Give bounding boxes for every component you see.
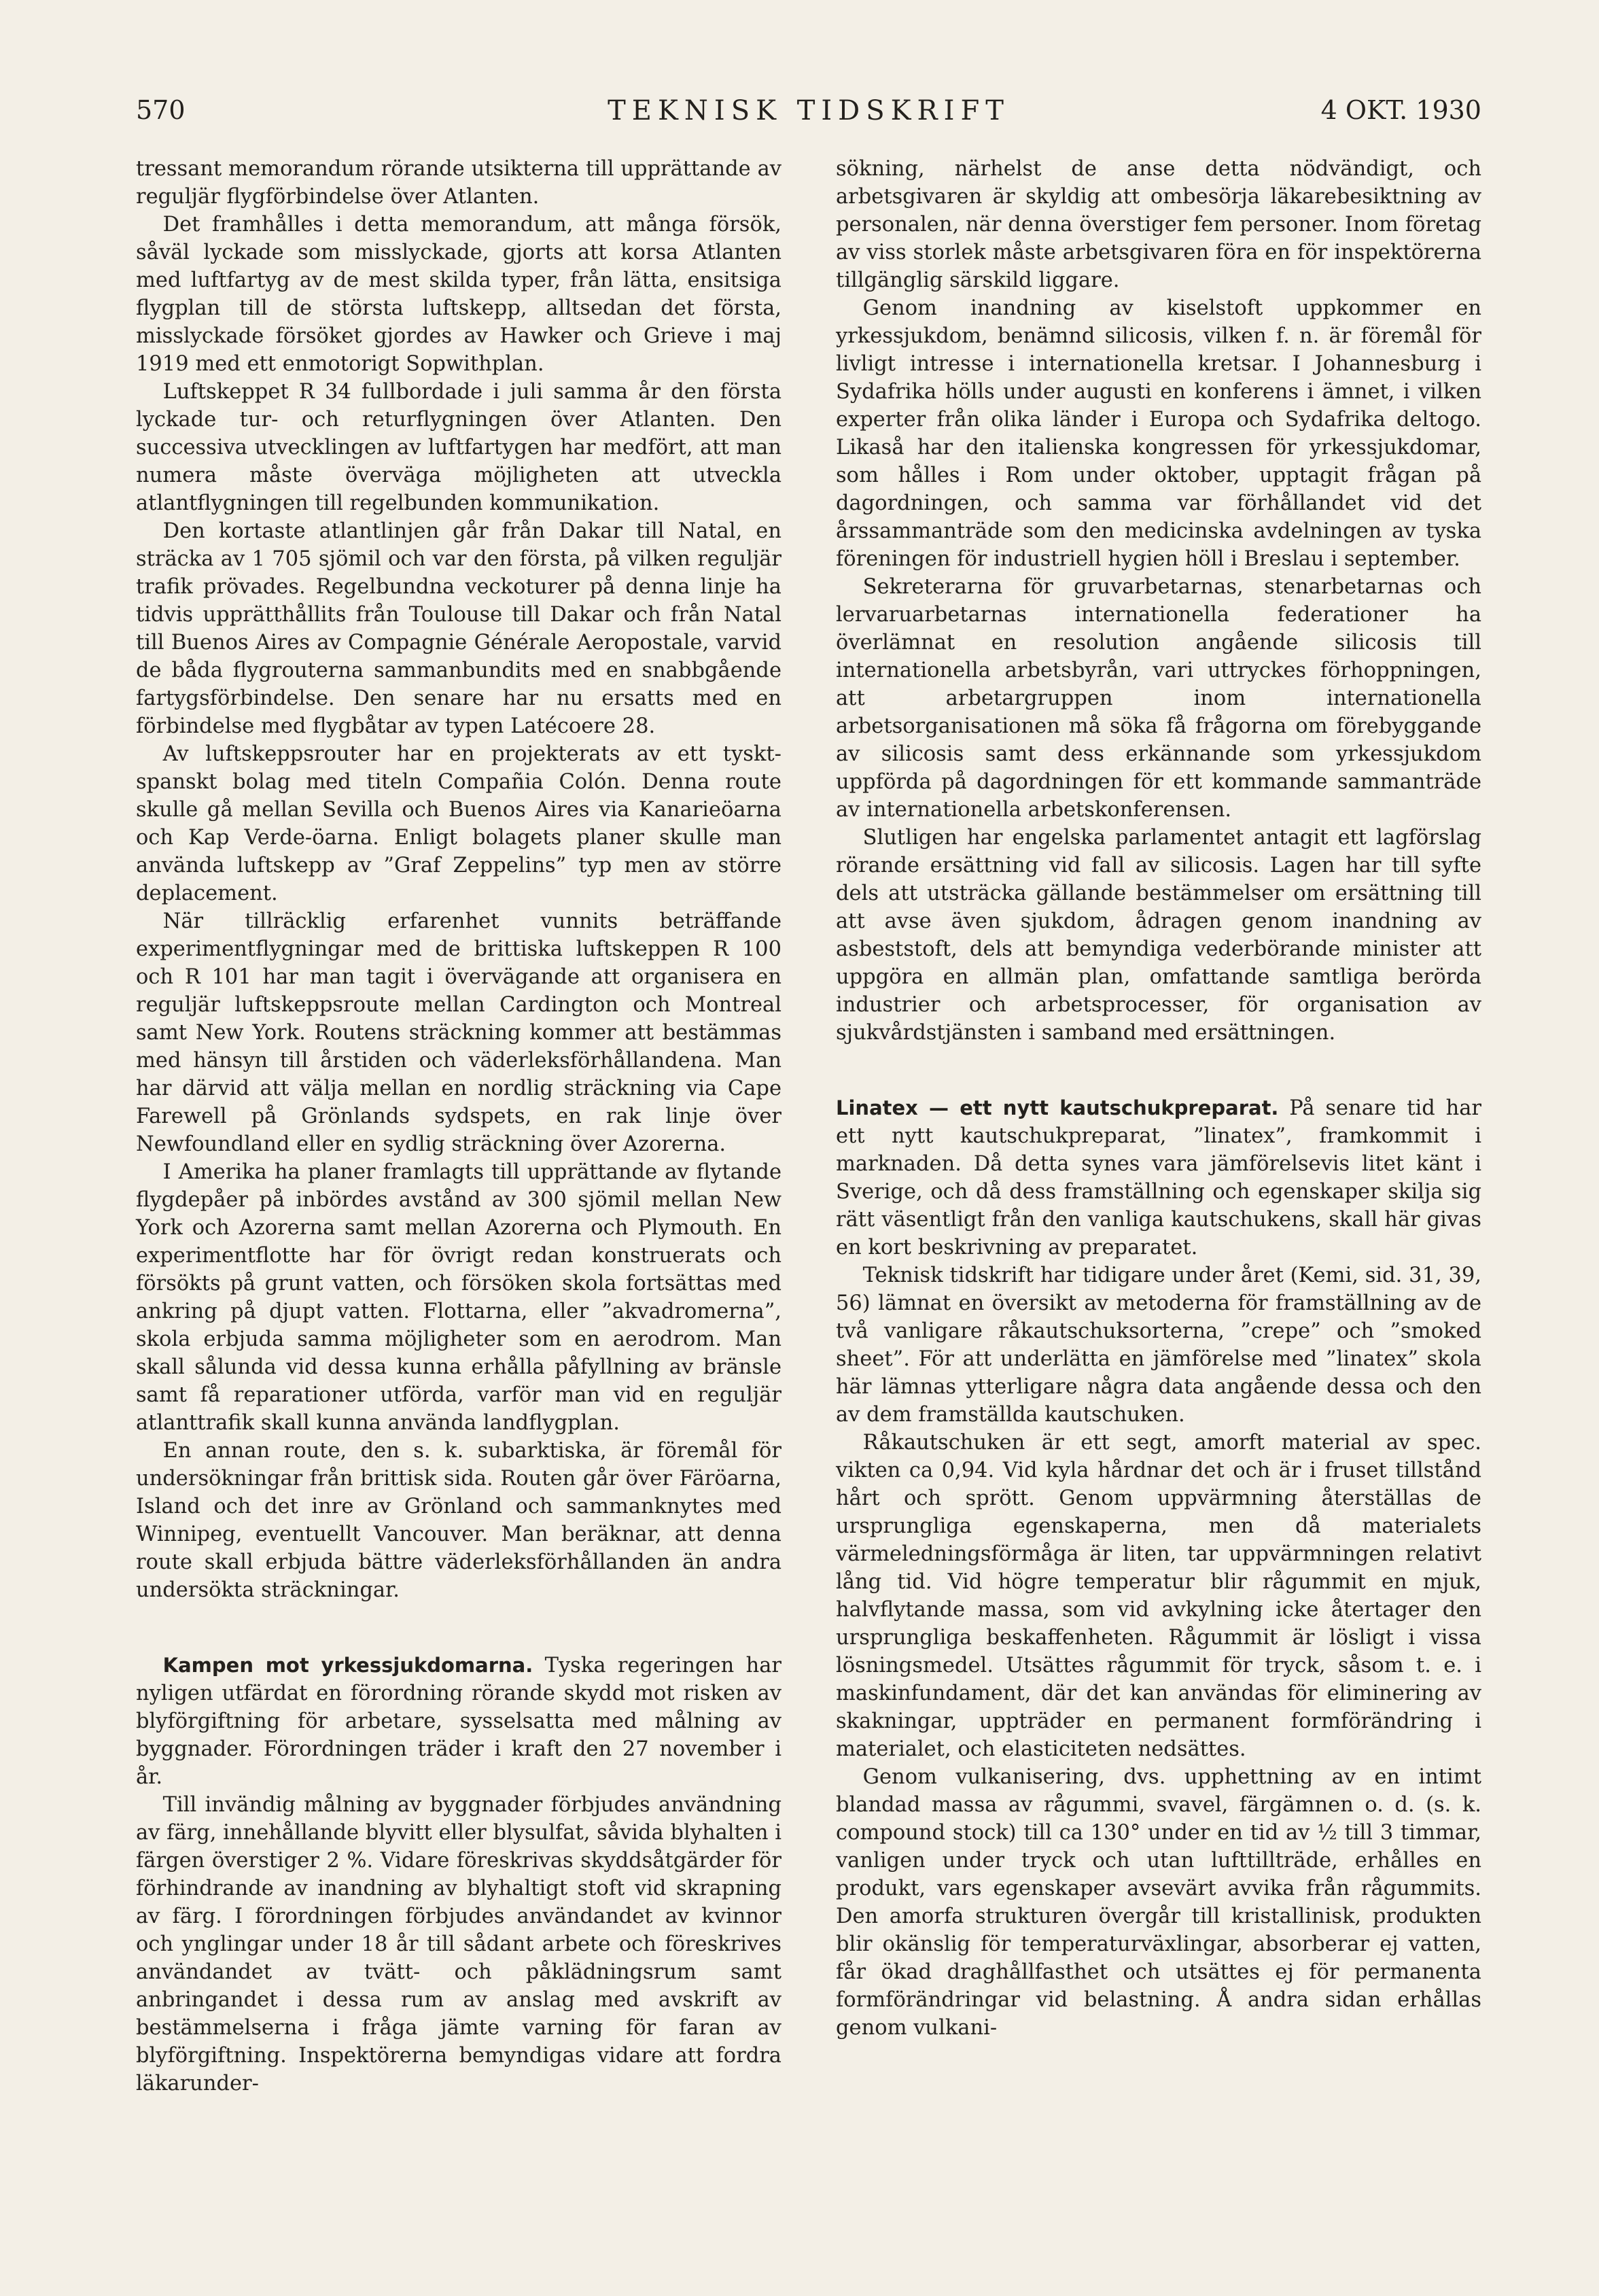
paragraph: När tillräcklig erfarenhet vunnits beträffande experimentflygningar med de brittiska luftskeppen R 100 och R 101 har man tagit i övervägande att organisera en reguljär luftskeppsroute mellan Cardington och Montreal samt New York. Routens sträckning kommer att bestämmas med hänsyn till årstiden och väderleksförhållandena. Man har därvid att välja mellan en nordlig sträckning via Cape Farewell på Grönlands sydspets, en rak linje över Newfoundland eller en sydlig sträckning över Azorerna. — [136, 909, 781, 1156]
page-header — [136, 95, 1481, 136]
paragraph: Till invändig målning av byggnader förbjudes användning av färg, innehållande blyvitt eller blysulfat, såvida blyhalten i färgen överstiger 2 %. Vidare föreskrivas skyddsåtgärder för förhindrande av inandning av blyhaltigt stoft vid skrapning av färg. I förordningen förbjudes användandet av kvinnor och ynglingar under 18 år till sådant arbete och föreskrives användandet av tvätt- och påklädningsrum samt anbringandet i dessa rum av anslag med avskrift av bestämmelserna i fråga jämte varning för faran av blyförgiftning. Inspektörerna bemyndigas vidare att fordra läkarunder- — [136, 1793, 781, 2095]
right-column — [836, 155, 1481, 2042]
paragraph: Den kortaste atlantlinjen går från Dakar till Natal, en sträcka av 1 705 sjömil och var den första, på vilken reguljär trafik prövades. Regelbundna veckoturer på denna linje ha tidvis upprätthållits från Toulouse till Dakar och från Natal till Buenos Aires av Compagnie Générale Aeropostale, varvid de båda flygrouterna sammanbundits med en snabbgående fartygsförbindelse. Den senare har nu ersatts med en förbindelse med flygbåtar av typen Latécoere 28. — [136, 519, 781, 738]
paragraph: I Amerika ha planer framlagts till upprättande av flytande flygdepåer på inbördes avstånd av 300 sjömil mellan New York och Azorerna samt mellan Azorerna och Plymouth. En experimentflotte har för övrigt redan konstruerats och försökts på grunt vatten, och försöken skola fortsättas med ankring på djupt vatten. Flottarna, eller ”akvadromerna”, skola erbjuda samma möjligheter som en aerodrom. Man skall sålunda vid dessa kunna erhålla påfyllning av bränsle samt få reparationer utförda, varför man vid en reguljär atlanttrafik skall kunna använda landflygplan. — [136, 1160, 781, 1435]
article-kampen — [136, 1652, 781, 1791]
journal-title: TEKNISK TIDSKRIFT — [608, 95, 1010, 126]
article-linatex — [836, 1094, 1481, 1262]
left-column — [136, 155, 781, 2098]
section-heading-kampen: Kampen mot yrkessjukdomarna. — [162, 1654, 533, 1677]
section-gap — [836, 1047, 1481, 1094]
paragraph-text: Tyska regeringen har nyligen utfärdat en förordning rörande skydd mot risken av blyförgiftning för arbetare, sysselsatta med målning av byggnader. Förordningen träder i kraft den 27 november i år. — [136, 1654, 781, 1789]
paragraph: Av luftskeppsrouter har en projekterats av ett tyskt-spanskt bolag med titeln Compañia Colón. Denna route skulle gå mellan Sevilla och Buenos Aires via Kanarieöarna och Kap Verde-öarna. Enligt bolagets planer skulle man använda luftskepp av ”Graf Zeppelins” typ men av större deplacement. — [136, 742, 781, 905]
paragraph: tressant memorandum rörande utsikterna till upprättande av reguljär flygförbindelse över Atlanten. — [136, 157, 781, 209]
section-gap — [136, 1604, 781, 1652]
paragraph: Genom vulkanisering, dvs. upphettning av en intimt blandad massa av rågummi, svavel, färgämnen o. d. (s. k. compound stock) till ca 130° under en tid av ½ till 3 timmar, vanligen under tryck och utan lufttillträde, erhålles en produkt, vars egenskaper avsevärt avvika från rågummits. Den amorfa strukturen övergår till kristallinisk, produkten blir okänslig för temperaturväxlingar, absorberar ej vatten, får ökad draghållfasthet och utsättes ej för permanenta formförändringar vid belastning. Å andra sidan erhållas genom vulkani- — [836, 1765, 1481, 2040]
section-heading-linatex: Linatex — ett nytt kautschukpreparat. — [836, 1096, 1279, 1119]
paragraph: sökning, närhelst de anse detta nödvändigt, och arbetsgivaren är skyldig att ombesörja läkarebesiktning av personalen, när denna överstiger fem personer. Inom företag av viss storlek måste arbetsgivaren föra en för inspektörerna tillgänglig särskild liggare. — [836, 157, 1481, 292]
paragraph: Teknisk tidskrift har tidigare under året (Kemi, sid. 31, 39, 56) lämnat en översikt av metoderna för framställning av de två vanligare råkautschuksorterna, ”crepe” och ”smoked sheet”. För att underlätta en jämförelse med ”linatex” skola här lämnas ytterligare några data angående dessa och den av dem framställda kautschuken. — [836, 1264, 1481, 1427]
paragraph: Råkautschuken är ett segt, amorft material av spec. vikten ca 0,94. Vid kyla hårdnar det och är i fruset tillstånd hårt och sprött. Genom uppvärmning återställas de ursprungliga egenskaperna, men då materialets värmeledningsförmåga är liten, tar uppvärmningen relativt lång tid. Vid högre temperatur blir rågummit en mjuk, halvflytande massa, som vid avkylning icke återtager den ursprungliga beskaffenheten. Rågummit är lösligt i vissa lösningsmedel. Utsättes rågummit för tryck, såsom t. e. i maskinfundament, där det kan användas för eliminering av skakningar, uppträder en permanent formförändring i materialet, och elasticiteten nedsättes. — [836, 1431, 1481, 1761]
paragraph: Genom inandning av kiselstoft uppkommer en yrkessjukdom, benämnd silicosis, vilken f. n. är föremål för livligt intresse i internationella kretsar. I Johannesburg i Sydafrika hölls under augusti en konferens i ämnet, i vilken experter från olika länder i Europa och Sydafrika deltogo. Likaså har den italienska kongressen för yrkessjukdomar, som hålles i Rom under oktober, upptagit frågan på dagordningen, och samma var förhållandet vid det årssammanträde som den medicinska avdelningen av tyska föreningen för industriell hygien höll i Breslau i september. — [836, 296, 1481, 571]
paragraph: Luftskeppet R 34 fullbordade i juli samma år den första lyckade tur- och returflygningen över Atlanten. Den successiva utvecklingen av luftfartygen har medfört, att man numera måste överväga möjligheten att utveckla atlantflygningen till regelbunden kommunikation. — [136, 380, 781, 515]
issue-date: 4 OKT. 1930 — [1320, 95, 1481, 125]
paragraph: En annan route, den s. k. subarktiska, är föremål för undersökningar från brittisk sida. Routen går över Färöarna, Island och det inre av Grönland och sammanknytes med Winnipeg, eventuellt Vancouver. Man beräknar, att denna route skall erbjuda bättre väderleksförhållanden än andra undersökta sträckningar. — [136, 1439, 781, 1602]
page-number: 570 — [136, 95, 186, 125]
paragraph: Slutligen har engelska parlamentet antagit ett lagförslag rörande ersättning vid fall av silicosis. Lagen har till syfte dels att utsträcka gällande bestämmelser om ersättning till att avse även sjukdom, ådragen genom inandning av asbeststoft, dels att bemyndiga vederbörande minister att uppgöra en allmän plan, omfattande samtliga berörda industrier och arbetsprocesser, för organisation av sjukvårdstjänsten i samband med ersättningen. — [836, 826, 1481, 1045]
paragraph-text: På senare tid har ett nytt kautschukpreparat, ”linatex”, framkommit i marknaden. Då detta synes vara jämförelsevis litet känt i Sverige, och då dess framställning och egenskaper skilja sig rätt väsentligt från den vanliga kautschukens, skall här givas en kort beskrivning av preparatet. — [836, 1096, 1481, 1259]
paragraph: Det framhålles i detta memorandum, att många försök, såväl lyckade som misslyckade, gjorts att korsa Atlanten med luftfartyg av de mest skilda typer, från lätta, ensitsiga flygplan till de största luftskepp, alltsedan det första, misslyckade försöket gjordes av Hawker och Grieve i maj 1919 med ett enmotorigt Sopwithplan. — [136, 213, 781, 376]
paragraph: Sekreterarna för gruvarbetarnas, stenarbetarnas och lervaruarbetarnas internationella federationer ha överlämnat en resolution angående silicosis till internationella arbetsbyrån, vari uttryckes förhoppningen, att arbetargruppen inom internationella arbetsorganisationen må söka få frågorna om förebyggande av silicosis samt dess erkännande som yrkessjukdom uppförda på dagordningen för ett kommande sammanträde av internationella arbetskonferensen. — [836, 575, 1481, 822]
